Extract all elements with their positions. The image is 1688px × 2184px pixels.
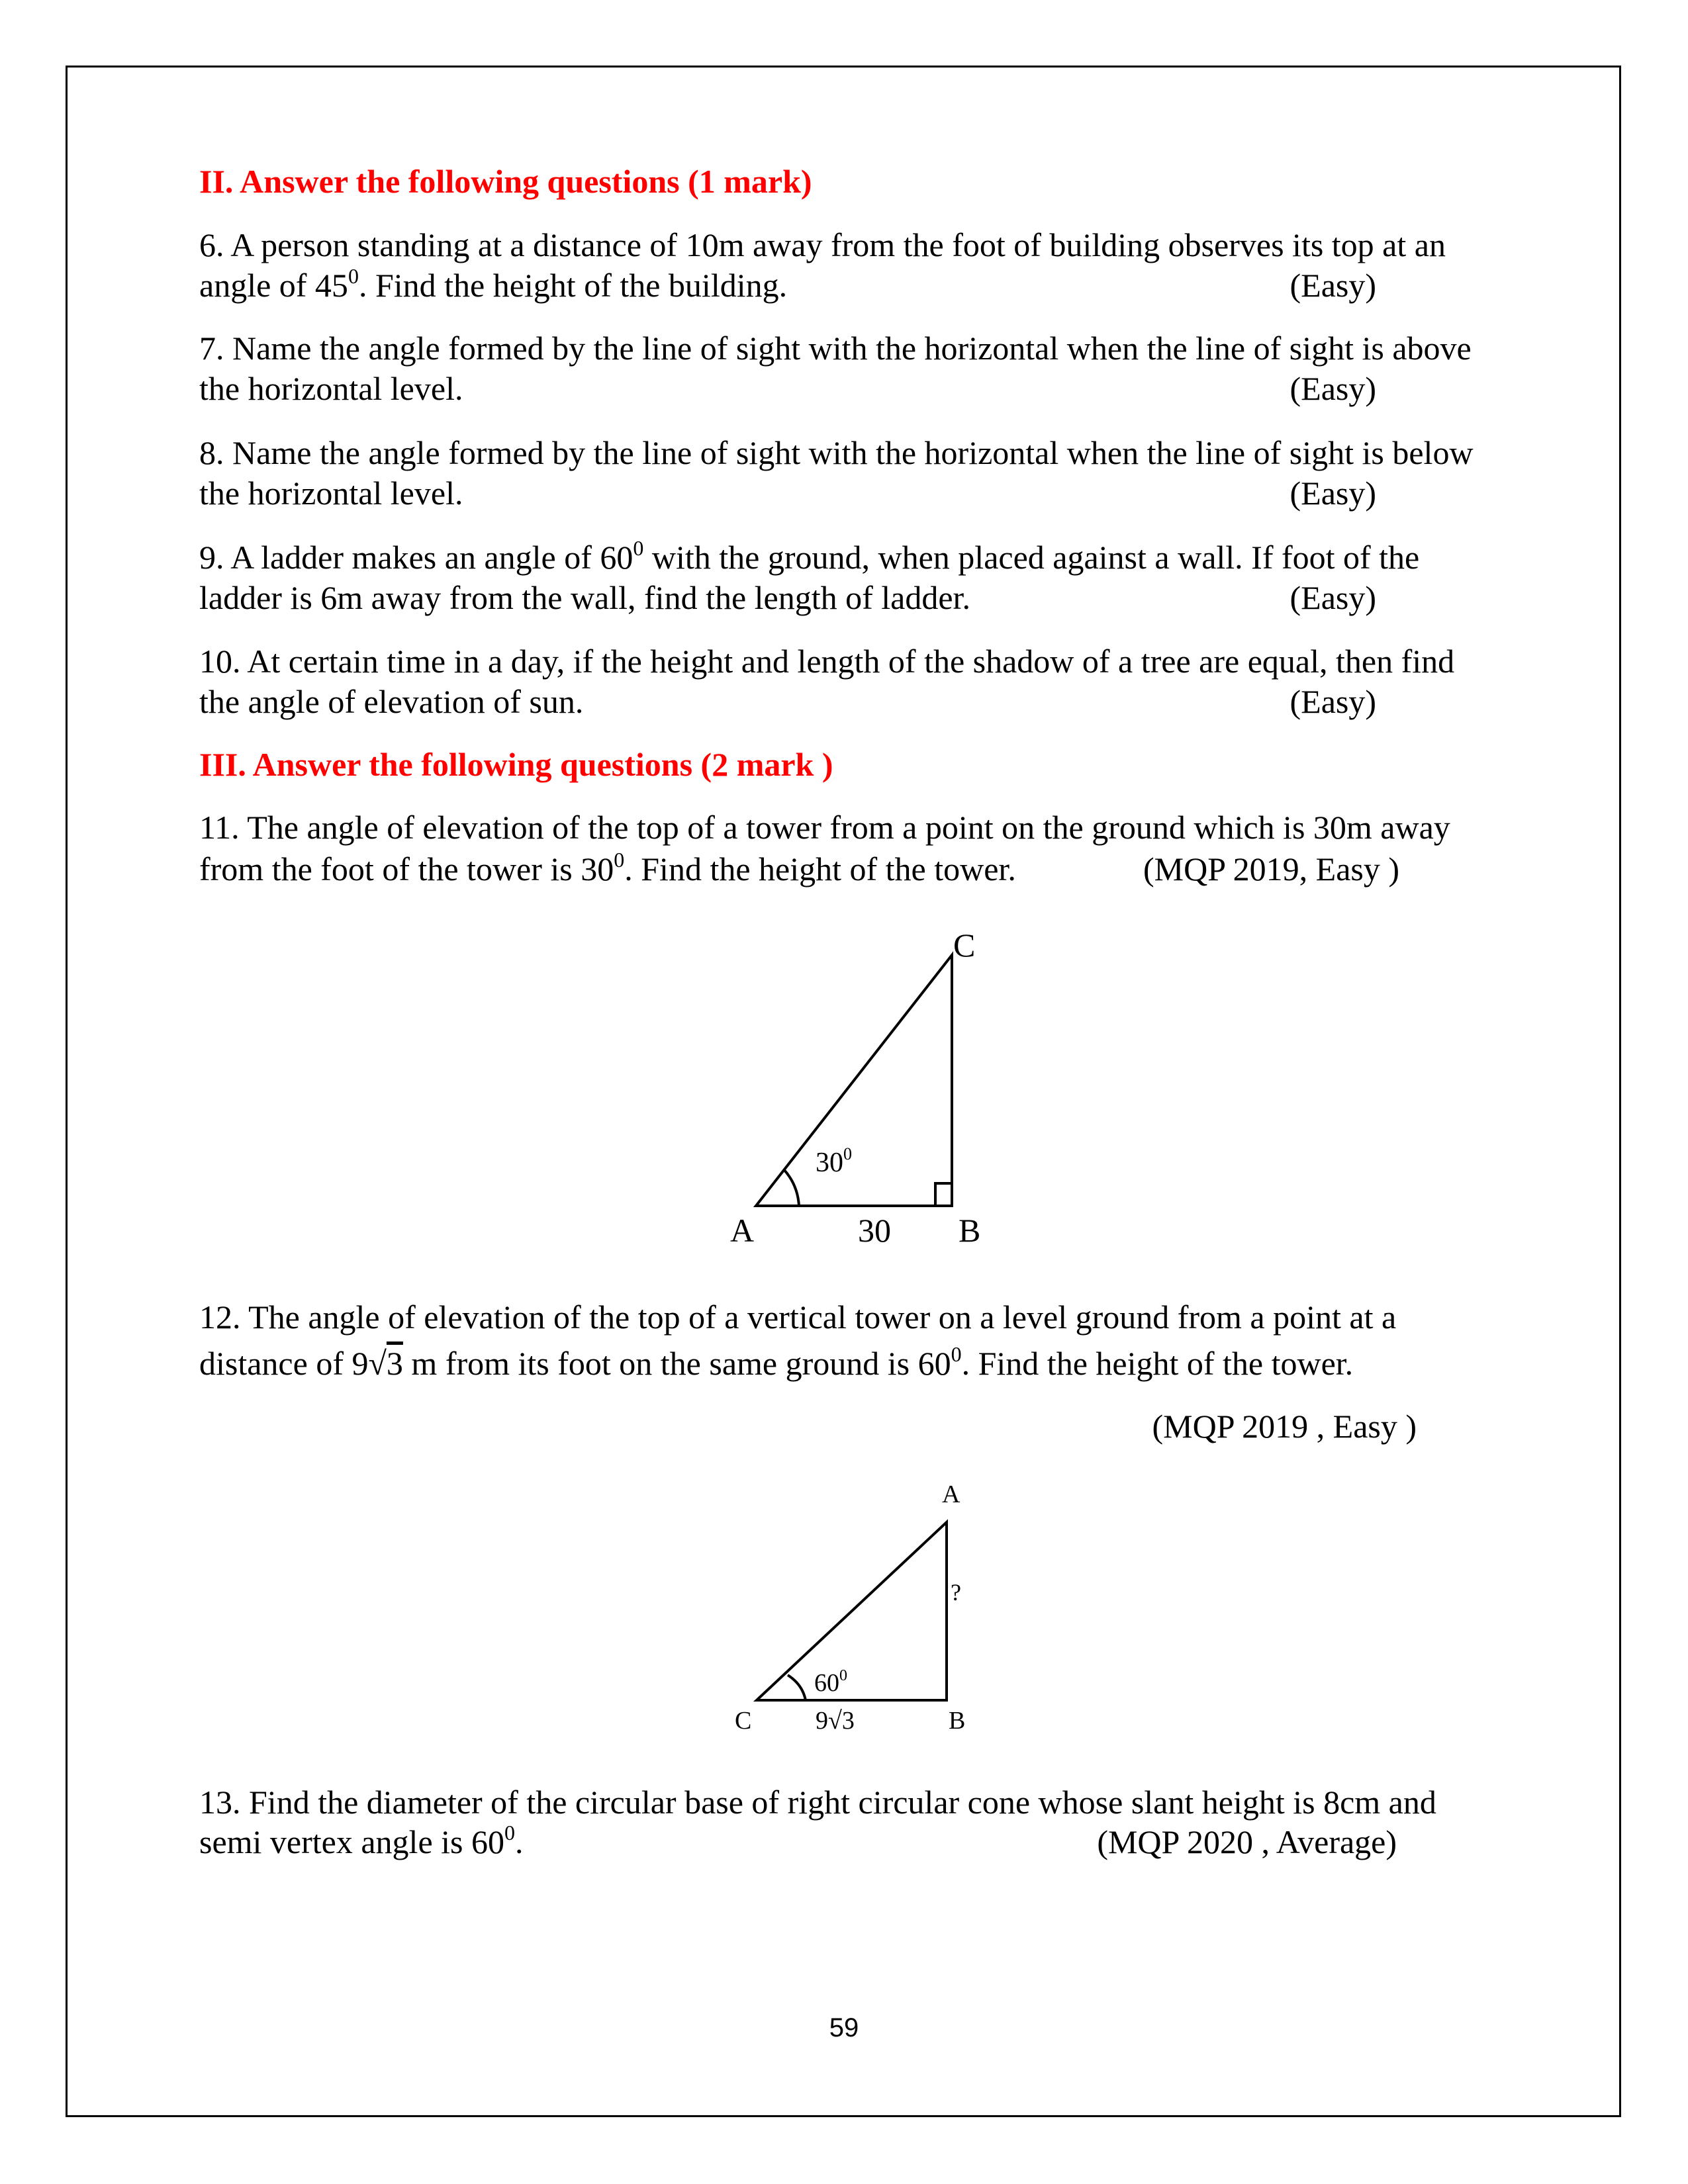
question-12-line-1: 12. The angle of elevation of the top of a vertical tower on a level ground from a point at a bbox=[199, 1298, 1397, 1336]
question-6-difficulty: (Easy) bbox=[1289, 267, 1376, 304]
right-angle-marker bbox=[935, 1183, 952, 1206]
vertex-label-a: A bbox=[942, 1480, 961, 1508]
question-7-difficulty: (Easy) bbox=[1289, 370, 1376, 407]
triangle-diagram-q12 bbox=[757, 1522, 947, 1700]
question-6-line-2: angle of $45^0$. Find the height of the building. bbox=[199, 264, 788, 304]
question-11-line-1: 11. The angle of elevation of the top of a tower from a point on the ground which is 30m away bbox=[199, 809, 1450, 846]
base-length-label: 9√3 bbox=[816, 1707, 855, 1735]
question-7-line-1: 7. Name the angle formed by the line of sight with the horizontal when the line of sight is above bbox=[199, 330, 1472, 367]
question-13-line-1: 13. Find the diameter of the circular base of right circular cone whose slant height is 8cm and bbox=[199, 1784, 1436, 1821]
question-9-line-1: 9. A ladder makes an angle of $60^0$ with the ground, when placed against a wall. If foot of the bbox=[199, 536, 1420, 576]
question-9-line-2: ladder is 6m away from the wall, find the length of ladder. bbox=[199, 579, 970, 616]
triangle-acb bbox=[757, 1522, 947, 1700]
question-12-line-2: distance of 9√3 m from its foot on the same ground is $60^0$. Find the height of the tower. bbox=[199, 1342, 1354, 1382]
question-6-line-1: 6. A person standing at a distance of 10m away from the foot of building observes its top at an bbox=[199, 226, 1446, 263]
question-12-source: (MQP 2019 , Easy ) bbox=[1152, 1408, 1417, 1445]
question-10-difficulty: (Easy) bbox=[1289, 683, 1376, 720]
question-8-line-2: the horizontal level. bbox=[199, 475, 463, 512]
angle-label: $60^0$ bbox=[814, 1667, 847, 1697]
triangle-abc bbox=[756, 955, 952, 1206]
angle-arc bbox=[784, 1169, 799, 1206]
section-2-heading: II. Answer the following questions (1 mark) bbox=[199, 163, 812, 200]
angle-arc bbox=[788, 1675, 806, 1700]
question-9-difficulty: (Easy) bbox=[1289, 579, 1376, 616]
question-11-line-2: from the foot of the tower is $30^0$. Find the height of the tower. bbox=[199, 848, 1016, 887]
vertex-label-a: A bbox=[730, 1212, 755, 1249]
question-8-difficulty: (Easy) bbox=[1289, 475, 1376, 512]
vertex-label-b: B bbox=[949, 1707, 966, 1735]
question-10-line-2: the angle of elevation of sun. bbox=[199, 683, 584, 720]
question-8-line-1: 8. Name the angle formed by the line of sight with the horizontal when the line of sight is below bbox=[199, 434, 1474, 471]
vertex-label-b: B bbox=[959, 1212, 981, 1249]
vertex-label-c: C bbox=[953, 927, 976, 964]
question-13-source: (MQP 2020 , Average) bbox=[1097, 1823, 1397, 1860]
section-3-heading: III. Answer the following questions (2 mark ) bbox=[199, 746, 833, 783]
vertex-label-c: C bbox=[735, 1707, 752, 1735]
height-unknown-label: ? bbox=[951, 1579, 961, 1606]
base-length-label: 30 bbox=[858, 1212, 891, 1249]
page-number: 59 bbox=[829, 2013, 859, 2042]
question-13-line-2: semi vertex angle is $60^0$. bbox=[199, 1821, 524, 1860]
triangle-diagram-q11 bbox=[756, 955, 952, 1206]
question-10-line-1: 10. At certain time in a day, if the height and length of the shadow of a tree are equal, then find bbox=[199, 643, 1455, 680]
angle-label: $30^0$ bbox=[816, 1144, 852, 1178]
question-7-line-2: the horizontal level. bbox=[199, 370, 463, 407]
question-11-source: (MQP 2019, Easy ) bbox=[1143, 850, 1399, 887]
